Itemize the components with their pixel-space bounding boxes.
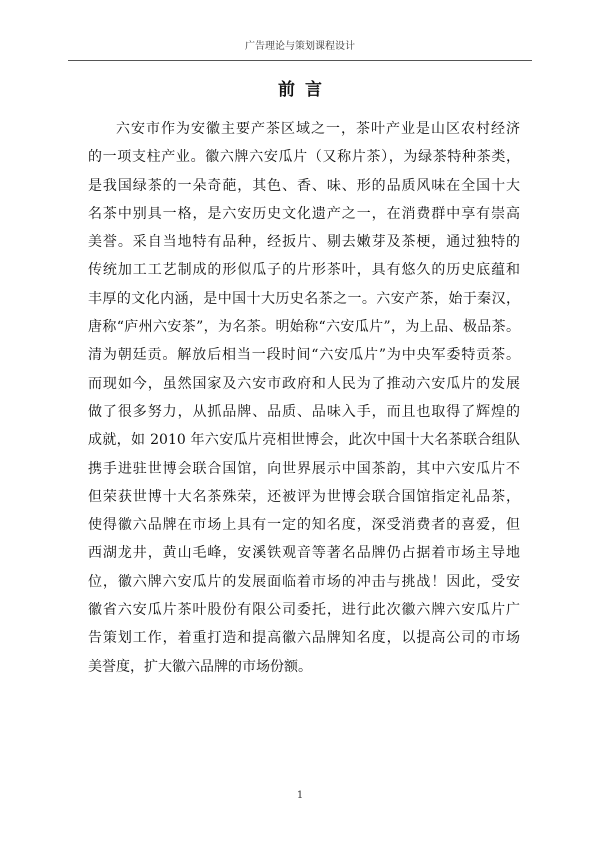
page-number: 1: [296, 790, 304, 801]
paragraph-line: 的一项支柱产业。徽六牌六安瓜片（又称片茶），为绿茶特种茶类，: [88, 149, 520, 166]
paragraph-line: 使得徽六品牌在市场上具有一定的知名度，深受消费者的喜爱，但: [88, 517, 520, 534]
page-title: 前言: [278, 80, 332, 100]
body-paragraph: [88, 115, 520, 681]
paragraph-line: 位，徽六牌六安瓜片的发展面临着市场的冲击与挑战！因此，受安: [88, 573, 520, 590]
paragraph-line: 唐称“庐州六安茶”，为名茶。明始称“六安瓜片”，为上品、极品茶。: [88, 319, 520, 336]
paragraph-line: 携手进驻世博会联合国馆，向世界展示中国茶韵，其中六安瓜片不: [88, 460, 520, 477]
paragraph-line: 六安市作为安徽主要产茶区域之一，茶叶产业是山区农村经济: [116, 121, 520, 137]
paragraph-line: 美誉度，扩大徽六品牌的市场份额。: [88, 658, 312, 675]
paragraph-line: 名茶中别具一格，是六安历史文化遗产之一，在消费群中享有崇高: [88, 205, 520, 222]
paragraph-line: 清为朝廷贡。解放后相当一段时间“六安瓜片”为中央军委特贡茶。: [88, 347, 520, 364]
paragraph-line: 徽省六安瓜片茶叶股份有限公司委托，进行此次徽六牌六安瓜片广: [88, 602, 520, 619]
paragraph-line: 成就，如 2010 年六安瓜片亮相世博会，此次中国十大名茶联合组队: [88, 432, 520, 449]
paragraph-line: 而现如今，虽然国家及六安市政府和人民为了推动六安瓜片的发展: [88, 375, 520, 392]
header-divider: [68, 60, 532, 61]
paragraph-line: 丰厚的文化内涵，是中国十大历史名茶之一。六安产茶，始于秦汉，: [88, 290, 520, 307]
paragraph-line: 传统加工工艺制成的形似瓜子的片形茶叶，具有悠久的历史底蕴和: [88, 262, 520, 279]
paragraph-line: 西湖龙井，黄山毛峰，安溪铁观音等著名品牌仍占据着市场主导地: [88, 545, 520, 562]
running-header: 广告理论与策划课程设计: [245, 41, 355, 52]
paragraph-line: 但荣获世博十大名茶殊荣，还被评为世博会联合国馆指定礼品茶，: [88, 488, 520, 505]
paragraph-line: 美誉。采自当地特有品种，经扳片、剔去嫩芽及茶梗，通过独特的: [88, 234, 520, 251]
paragraph-line: 告策划工作，着重打造和提高徽六品牌知名度，以提高公司的市场: [88, 630, 520, 647]
paragraph-line: 是我国绿茶的一朵奇葩，其色、香、味、形的品质风味在全国十大: [88, 177, 520, 194]
paragraph-line: 做了很多努力，从抓品牌、品质、品味入手，而且也取得了辉煌的: [88, 403, 520, 420]
